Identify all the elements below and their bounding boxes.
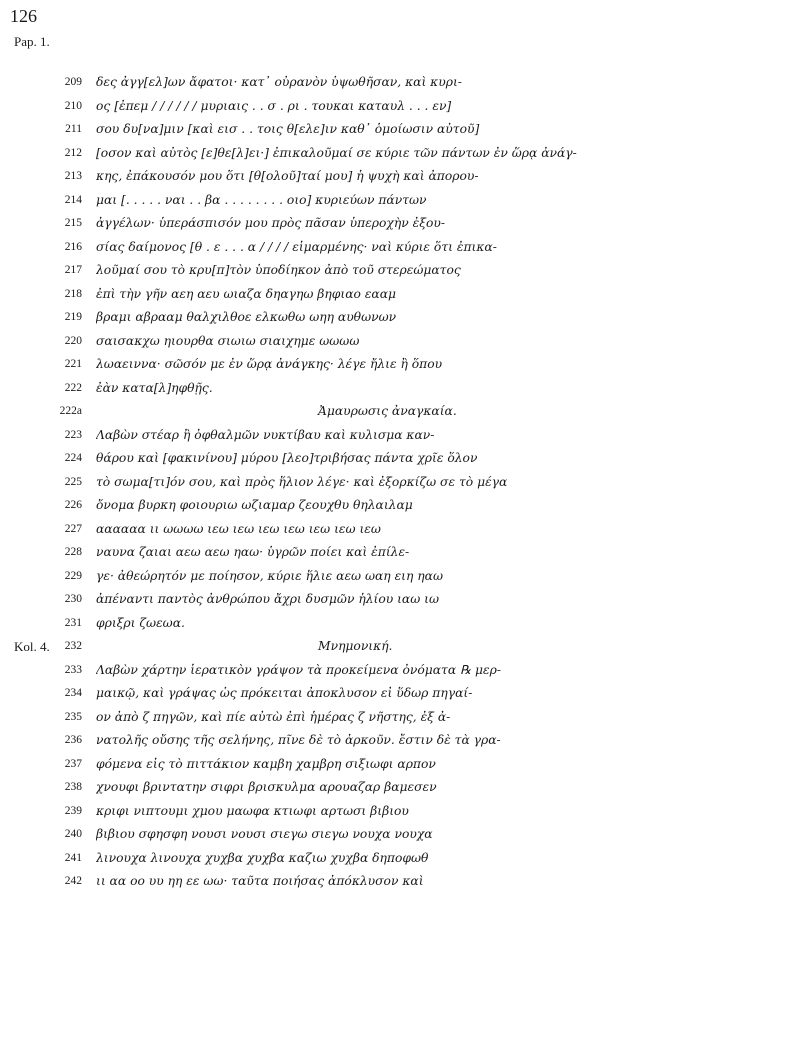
line-text: Λαβὼν χάρτην ἱερατικὸν γράψον τὰ προκείμενα ὀνόματα ℞ μερ- — [96, 662, 501, 677]
line-number: 209 — [64, 76, 82, 88]
line-text: ἀγγέλων· ὑπεράσπισόν μου πρὸς πᾶσαν ὑπεροχὴν ἐξου- — [96, 216, 446, 230]
text-line — [0, 331, 800, 355]
line-number: 235 — [64, 710, 82, 723]
line-number: 214 — [64, 193, 82, 206]
line-number: 225 — [64, 475, 82, 488]
text-line — [0, 260, 800, 284]
text-line — [0, 354, 800, 378]
line-text: σίας δαίμονος [θ . ε . . . α / / / / εἱμαρμένης· ναὶ κύριε ὅτι ἐπικα- — [96, 239, 497, 254]
text-line — [0, 519, 800, 543]
line-text: κριφι νιπτουμι χμου μαωφα κτιωφι αρτωσι βιβιου — [96, 803, 409, 818]
text-line — [0, 237, 800, 261]
text-line — [0, 824, 800, 848]
line-number: 242 — [64, 875, 82, 887]
line-number: 215 — [64, 217, 82, 229]
text-line — [0, 213, 800, 237]
line-number: 226 — [64, 499, 82, 511]
line-number: 232 — [64, 640, 82, 652]
line-number: 211 — [65, 123, 82, 135]
text-line — [0, 589, 800, 613]
text-line — [0, 425, 800, 449]
line-text: αααααα ιι ωωωω ιεω ιεω ιεω ιεω ιεω ιεω ιεω — [96, 521, 381, 536]
text-line — [0, 848, 800, 872]
line-text: ἐπὶ τὴν γῆν αεη αευ ωιαζα δηαγηω βηφιαο εααμ — [96, 286, 397, 301]
text-line — [0, 448, 800, 472]
line-text: ἐὰν κατα[λ]ηφθῇς. — [96, 380, 213, 395]
text-line — [0, 660, 800, 684]
line-text: σαισακχω ηιουρθα σιωιω σιαιχημε ωωωω — [96, 333, 360, 348]
text-line — [0, 871, 800, 895]
line-text: [οσον καὶ αὐτὸς [ε]θε[λ]ει·] ἐπικαλοῦμαί σε κύριε τῶν πάντων ἐν ὥρᾳ ἀνάγ- — [96, 145, 577, 160]
line-number: 240 — [64, 828, 82, 840]
column-reference: Kol. 4. — [14, 639, 50, 654]
line-text: θάρου καὶ [φακινίνου] μύρου [λεο]τριβήσας πάντα χρῖε ὅλον — [96, 451, 478, 465]
line-number: 238 — [64, 781, 82, 793]
text-lines — [0, 72, 800, 895]
text-line — [0, 166, 800, 190]
line-text: τὸ σωμα[τι]όν σου, καὶ πρὸς ἥλιον λέγε· καὶ ἐξορκίζω σε τὸ μέγα — [96, 474, 508, 489]
line-number: 239 — [64, 804, 82, 817]
line-number: 221 — [64, 358, 82, 370]
line-text: μαι [. . . . . ναι . . βα . . . . . . . . οιο] κυριεύων πάντων — [96, 192, 427, 207]
line-text: ον ἀπὸ ζ πηγῶν, καὶ πίε αὐτὼ ἐπὶ ἡμέρας ζ νῆστης, ἐξ ἀ- — [96, 709, 451, 724]
text-line — [0, 96, 800, 120]
line-number: 234 — [64, 687, 82, 699]
line-text: λωαειννα· σῶσόν με ἐν ὥρᾳ ἀνάγκης· λέγε ἤλιε ἢ ὅπου — [96, 357, 443, 371]
line-text: χνουφι βριντατην σιφρι βρισκυλμα αρουαζαρ βαμεσεν — [96, 780, 437, 794]
line-text: γε· ἀθεώρητόν με ποίησον, κύριε ἥλιε αεω ωαη ειη ηαω — [96, 568, 443, 583]
line-text: ιι αα οο υυ ηη εε ωω· ταῦτα ποιήσας ἀπόκλυσον καὶ — [96, 874, 424, 888]
line-number: 236 — [64, 734, 82, 746]
page-number: 126 — [10, 6, 37, 26]
text-line — [0, 307, 800, 331]
line-number: 231 — [64, 616, 82, 629]
text-line — [0, 730, 800, 754]
text-line — [0, 683, 800, 707]
section-heading-line — [0, 636, 800, 660]
line-number: 229 — [64, 569, 82, 582]
line-text: μαικῷ, καὶ γράψας ὡς πρόκειται ἀποκλυσον εἰ ὕδωρ πηγαί- — [96, 686, 473, 700]
text-line — [0, 777, 800, 801]
text-line — [0, 801, 800, 825]
text-line — [0, 378, 800, 402]
text-line — [0, 707, 800, 731]
text-line — [0, 143, 800, 167]
section-heading-line — [0, 401, 800, 425]
text-line — [0, 542, 800, 566]
line-text: δες ἀγγ[ελ]ων ἄφατοι· κατ᾽ οὐρανὸν ὑψωθῆσαν, καὶ κυρι- — [96, 75, 462, 89]
line-number: 224 — [64, 452, 82, 464]
line-number: 218 — [64, 287, 82, 300]
line-text: ἀπέναντι παντὸς ἀνθρώπου ἄχρι δυσμῶν ἡλίου ιαω ιω — [96, 592, 440, 606]
section-heading: Μνημονική. — [318, 639, 393, 653]
line-text: φριξρι ζωεωα. — [96, 615, 185, 630]
text-line — [0, 284, 800, 308]
line-text: ος [ἐπεμ / / / / / / μυριαις . . σ . ρι . τουκαι καταυλ . . . εν] — [96, 98, 452, 113]
line-number: 217 — [64, 264, 82, 276]
line-text: νατολῆς οὔσης τῆς σελήνης, πῖνε δὲ τὸ ἀρκοῦν. ἔστιν δὲ τὰ γρα- — [96, 733, 501, 747]
line-text: λοῦμαί σου τὸ κρυ[π]τὸν ὑποδίηκον ἀπὸ τοῦ στερεώματος — [96, 263, 461, 277]
line-text: σου δυ[να]μιν [καὶ εισ . . τοις θ[ελε]ιν καθ᾽ ὁμοίωσιν αὐτοῦ] — [96, 122, 480, 136]
section-heading: Ἀμαυρωσις ἀναγκαία. — [318, 404, 457, 418]
line-number: 212 — [64, 146, 82, 159]
line-number: 237 — [64, 757, 82, 770]
line-number: 230 — [64, 593, 82, 605]
line-number: 233 — [64, 663, 82, 676]
text-line — [0, 119, 800, 143]
line-text: βραμι αβρααμ θαλχιλθοε ελκωθω ωηη αυθωνων — [96, 310, 397, 324]
line-text: κης, ἐπάκουσόν μου ὅτι [θ[ολοῦ]ταί μου] ἡ ψυχὴ καὶ ἀπορου- — [96, 169, 479, 183]
line-number: 219 — [64, 311, 82, 323]
text-line — [0, 566, 800, 590]
text-line — [0, 472, 800, 496]
line-text: βιβιου σφησφη νουσι νουσι σιεγω σιεγω νουχα νουχα — [96, 827, 433, 841]
text-line — [0, 754, 800, 778]
line-text: λινουχα λινουχα χυχβα χυχβα καζιω χυχβα δηποφωθ — [96, 850, 429, 865]
line-number: 220 — [64, 334, 82, 347]
line-number: 210 — [64, 99, 82, 112]
line-text: ναυνα ζαιαι αεω αεω ηαω· ὑγρῶν ποίει καὶ ἐπίλε- — [96, 545, 410, 559]
text-line — [0, 190, 800, 214]
line-text: Λαβὼν στέαρ ἢ ὀφθαλμῶν νυκτίβαυ καὶ κυλισμα καν- — [96, 427, 435, 442]
line-number: 223 — [64, 428, 82, 441]
text-line — [0, 613, 800, 637]
line-number: 222 — [64, 381, 82, 394]
line-number: 216 — [64, 240, 82, 253]
line-number: 213 — [64, 170, 82, 182]
papyrus-reference: Pap. 1. — [14, 34, 50, 49]
text-line — [0, 495, 800, 519]
line-number: 228 — [64, 546, 82, 558]
line-number: 222a — [59, 405, 82, 417]
text-line — [0, 72, 800, 96]
line-number: 241 — [64, 851, 82, 864]
line-number: 227 — [64, 522, 82, 535]
line-text: ὄνομα βυρκη φοιουριω ωζιαμαρ ζεουχθυ θηλαιλαμ — [96, 498, 413, 512]
line-text: φόμενα εἰς τὸ πιττάκιον καμβη χαμβρη σιξιωφι αρπον — [96, 756, 436, 771]
